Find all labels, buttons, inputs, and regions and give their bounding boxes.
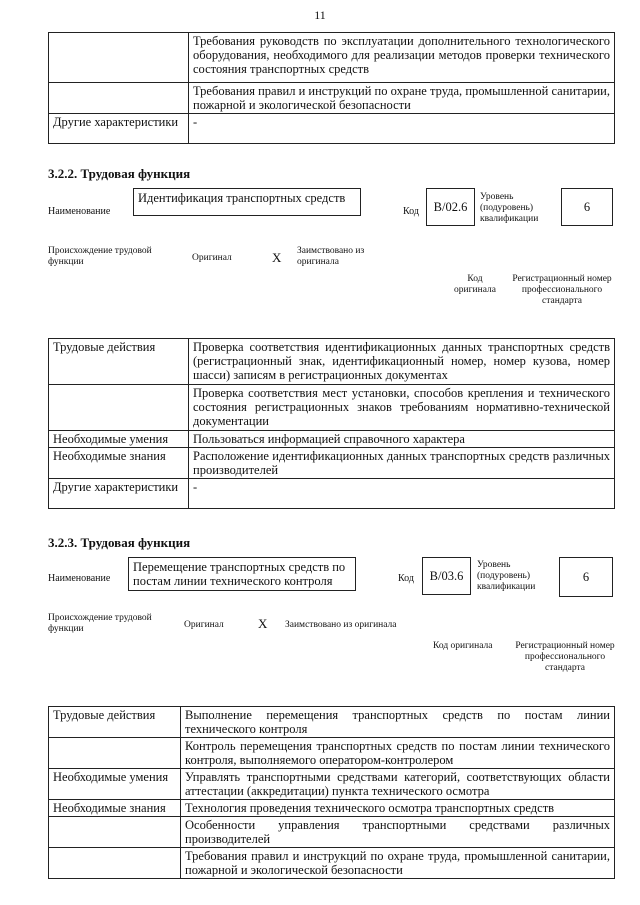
origin-label: Происхождение трудовой функции (48, 613, 152, 634)
code-label: Код (403, 206, 419, 217)
row-value: - (189, 114, 615, 144)
borrowed-label: Заимствовано из оригинала (297, 246, 365, 267)
row-value: Технология проведения технического осмотра транспортных средств (181, 800, 615, 817)
original-mark: X (258, 616, 268, 631)
table-row (49, 33, 615, 83)
row-label (49, 385, 189, 431)
row-value: Контроль перемещения транспортных средств по постам линии технического контроля, выполняемого оператором-контролером (181, 738, 615, 769)
level-label: Уровень (подуровень) квалификации (477, 560, 536, 592)
section-title: 3.2.2. Трудовая функция (48, 166, 191, 181)
row-value: Проверка соответствия мест установки, способов крепления и технического состояния регистрационных знаков требованиям нормативно-технической документации (189, 385, 615, 431)
row-value: Требования руководств по эксплуатации дополнительного технологического оборудования, необходимого для реализации методов проверки технического состояния транспортных средств (189, 33, 615, 83)
table-row (49, 385, 615, 431)
row-value: Проверка соответствия идентификационных данных транспортных средств (регистрационный знак, идентификационный номер, номер кузова, номер шасси) записям в регистрационных документах (189, 339, 615, 385)
row-label (49, 83, 189, 114)
row-value: Пользоваться информацией справочного характера (189, 431, 615, 448)
row-value: Особенности управления транспортными средствами различных производителей (181, 817, 615, 848)
table-row (49, 738, 615, 769)
table-row (49, 800, 615, 817)
row-label: Трудовые действия (49, 707, 181, 738)
row-value: Управлять транспортными средствами категорий, соответствующих области аттестации (аккредитации) пункта технического осмотра (181, 769, 615, 800)
original-label: Оригинал (192, 253, 232, 263)
table-row (49, 769, 615, 800)
code-original-label: Код оригинала (454, 274, 496, 295)
row-value: Требования правил и инструкций по охране труда, промышленной санитарии, пожарной и экологической безопасности (181, 848, 615, 879)
name-label: Наименование (48, 206, 111, 217)
top-table (48, 32, 615, 144)
code-box: B/02.6 (426, 188, 475, 226)
row-label (49, 817, 181, 848)
row-label: Необходимые умения (49, 769, 181, 800)
level-label: Уровень (подуровень) квалификации (480, 192, 539, 224)
row-label: Другие характеристики (49, 114, 189, 144)
row-value: - (189, 479, 615, 509)
section-title: 3.2.3. Трудовая функция (48, 535, 191, 550)
row-label: Другие характеристики (49, 479, 189, 509)
table-row (49, 114, 615, 144)
table-row (49, 817, 615, 848)
row-label (49, 33, 189, 83)
code-box: B/03.6 (422, 557, 471, 595)
row-value: Выполнение перемещения транспортных средств по постам линии технического контроля (181, 707, 615, 738)
row-value: Требования правил и инструкций по охране труда, промышленной санитарии, пожарной и экологической безопасности (189, 83, 615, 114)
row-label: Необходимые знания (49, 800, 181, 817)
origin-label: Происхождение трудовой функции (48, 246, 152, 267)
section-323-table (48, 706, 615, 879)
reg-number-label: Регистрационный номер профессионального стандарта (512, 274, 612, 306)
row-label (49, 848, 181, 879)
code-label: Код (398, 573, 414, 584)
reg-number-label: Регистрационный номер профессионального стандарта (515, 641, 615, 673)
level-box: 6 (561, 188, 613, 226)
table-row (49, 479, 615, 509)
table-row (49, 848, 615, 879)
table-row (49, 339, 615, 385)
row-value: Расположение идентификационных данных транспортных средств различных производителей (189, 448, 615, 479)
table-row (49, 83, 615, 114)
borrowed-label: Заимствовано из оригинала (285, 620, 397, 630)
table-row (49, 707, 615, 738)
row-label (49, 738, 181, 769)
table-row (49, 448, 615, 479)
row-label: Необходимые знания (49, 448, 189, 479)
function-name-box: Перемещение транспортных средств по постам линии технического контроля (128, 557, 356, 591)
function-name-box: Идентификация транспортных средств (133, 188, 361, 216)
page-number: 11 (314, 8, 326, 22)
name-label: Наименование (48, 573, 111, 584)
row-label: Трудовые действия (49, 339, 189, 385)
table-row (49, 431, 615, 448)
code-original-label: Код оригинала (433, 641, 493, 651)
original-mark: X (272, 250, 282, 265)
row-label: Необходимые умения (49, 431, 189, 448)
section-322-table (48, 338, 615, 509)
level-box: 6 (559, 557, 613, 597)
original-label: Оригинал (184, 620, 224, 630)
